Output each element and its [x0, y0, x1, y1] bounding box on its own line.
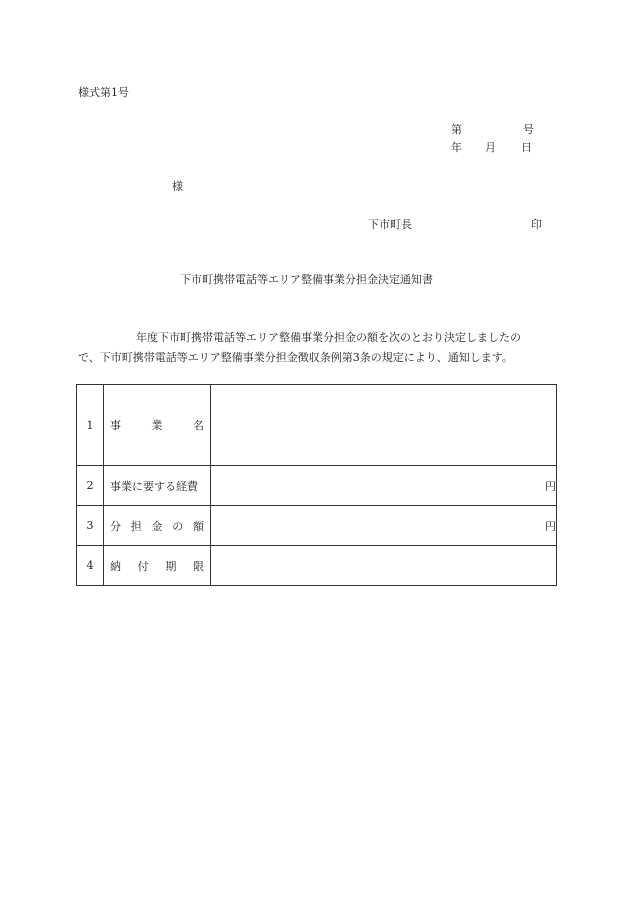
- row-number: 1: [77, 385, 104, 466]
- body-line-2: で、下市町携帯電話等エリア整備事業分担金徴収条例第3条の規定により、通知します。: [78, 351, 513, 364]
- table-row: [77, 546, 557, 586]
- label-char: の: [172, 519, 184, 533]
- label-text: 事業に要する経費: [110, 479, 198, 493]
- row-value-project-cost: 円: [211, 466, 557, 506]
- label-char: 期: [165, 559, 177, 573]
- form-number: 様式第1号: [78, 86, 129, 99]
- notice-table: [76, 384, 557, 586]
- addressee-honorific: 様: [172, 180, 183, 193]
- row-label-contribution-amount: [104, 506, 211, 546]
- label-char: 額: [193, 519, 204, 533]
- table-row: [77, 385, 557, 466]
- date-year-label: 年: [451, 141, 462, 154]
- date-day-label: 日: [521, 141, 532, 154]
- label-char: 付: [137, 559, 149, 573]
- table-row: [77, 506, 557, 546]
- row-label-project-cost: [104, 466, 211, 506]
- label-char: 業: [151, 419, 163, 432]
- row-value-payment-deadline: [211, 546, 557, 586]
- label-char: 名: [193, 419, 204, 432]
- label-char: 納: [110, 559, 121, 573]
- issuer-name: 下市町長: [368, 218, 412, 231]
- label-char: 事: [110, 419, 121, 432]
- document-number-suffix: 号: [523, 123, 534, 136]
- row-value-project-name: [211, 385, 557, 466]
- label-char: 限: [192, 559, 204, 573]
- date-month-label: 月: [485, 141, 496, 154]
- row-label-project-name: [104, 385, 211, 466]
- body-line-1: 年度下市町携帯電話等エリア整備事業分担金の額を次のとおり決定しましたの: [136, 331, 521, 344]
- table-row: [77, 466, 557, 506]
- document-number-prefix: 第: [451, 123, 462, 136]
- row-number: 2: [77, 466, 104, 506]
- document-title: 下市町携帯電話等エリア整備事業分担金決定通知書: [180, 273, 433, 286]
- seal-mark: 印: [531, 218, 542, 231]
- row-number: 4: [77, 546, 104, 586]
- document-body: [78, 328, 558, 368]
- label-char: 担: [130, 519, 142, 533]
- row-number: 3: [77, 506, 104, 546]
- row-label-payment-deadline: [104, 546, 211, 586]
- label-char: 分: [110, 519, 121, 533]
- row-value-contribution-amount: 円: [211, 506, 557, 546]
- label-char: 金: [151, 519, 163, 533]
